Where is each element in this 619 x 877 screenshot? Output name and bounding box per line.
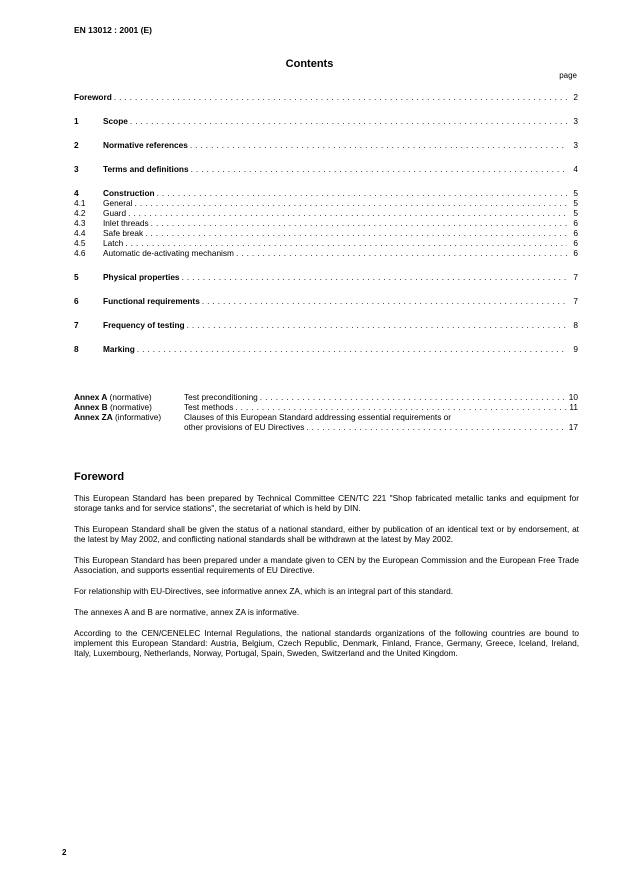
annex-type: (normative) — [107, 392, 152, 402]
annex-title: Test preconditioning — [184, 392, 258, 402]
dot-leader — [151, 218, 567, 228]
annex-designation — [74, 402, 184, 412]
toc-entry-number: 4.1 — [74, 198, 86, 208]
toc-entry-page: 7 — [573, 296, 578, 306]
document-id: EN 13012 : 2001 (E) — [74, 25, 152, 35]
dot-leader — [202, 296, 567, 306]
dot-leader — [235, 402, 567, 412]
toc-entry-page: 5 — [573, 208, 578, 218]
annex-entry[interactable] — [74, 422, 578, 432]
dot-leader — [182, 272, 567, 282]
dot-leader — [135, 198, 567, 208]
toc-entry-label: Construction — [103, 188, 155, 198]
toc-entry[interactable] — [74, 344, 578, 354]
toc-entry-page: 3 — [573, 116, 578, 126]
contents-title: Contents — [285, 58, 334, 70]
table-of-contents — [74, 92, 578, 354]
annex-page: 10 — [568, 392, 578, 402]
page-column-label: page — [559, 71, 577, 80]
toc-entry[interactable] — [74, 140, 578, 150]
dot-leader — [260, 392, 567, 402]
toc-entry-label: Guard — [103, 208, 127, 218]
toc-entry-number: 2 — [74, 140, 79, 150]
toc-entry-number: 4.2 — [74, 208, 86, 218]
dot-leader — [145, 228, 567, 238]
toc-entry-number: 5 — [74, 272, 79, 282]
annex-designation — [74, 392, 184, 402]
toc-entry-label: Foreword — [74, 92, 112, 102]
page-number: 2 — [62, 848, 67, 857]
annex-title: Test methods — [184, 402, 234, 412]
foreword-paragraph: This European Standard has been prepared under a mandate given to CEN by the European Commission and the European Free Trade Association, and supports essential requirements of EU Directive. — [74, 555, 579, 576]
toc-entry-page: 6 — [573, 248, 578, 258]
toc-entry[interactable] — [74, 238, 578, 248]
toc-entry[interactable] — [74, 296, 578, 306]
toc-entry[interactable] — [74, 188, 578, 198]
toc-entry[interactable] — [74, 198, 578, 208]
toc-entry[interactable] — [74, 116, 578, 126]
toc-entry-label: Normative references — [103, 140, 188, 150]
toc-entry-page: 5 — [573, 188, 578, 198]
toc-entry-number: 8 — [74, 344, 79, 354]
toc-entry[interactable] — [74, 272, 578, 282]
toc-entry-label: Physical properties — [103, 272, 180, 282]
toc-entry-label: Marking — [103, 344, 135, 354]
toc-entry-number: 7 — [74, 320, 79, 330]
foreword-paragraph: This European Standard has been prepared by Technical Committee CEN/TC 221 "Shop fabricated metallic tanks and equipment for storage tanks and for service stations", the secretariat of which is held by DIN. — [74, 493, 579, 514]
dot-leader — [125, 238, 567, 248]
toc-entry-label: Safe break — [103, 228, 144, 238]
dot-leader — [187, 320, 567, 330]
toc-entry[interactable] — [74, 320, 578, 330]
toc-entry-page: 9 — [573, 344, 578, 354]
dot-leader — [191, 164, 567, 174]
toc-entry[interactable] — [74, 248, 578, 258]
toc-entry[interactable] — [74, 164, 578, 174]
foreword-paragraph: The annexes A and B are normative, annex ZA is informative. — [74, 607, 300, 618]
toc-entry-label: Terms and definitions — [103, 164, 189, 174]
toc-entry-page: 7 — [573, 272, 578, 282]
toc-entry-label: Latch — [103, 238, 124, 248]
dot-leader — [128, 208, 567, 218]
dot-leader — [130, 116, 567, 126]
foreword-paragraph: This European Standard shall be given the status of a national standard, either by publication of an identical text or by endorsement, at the latest by May 2002, and conflicting national standards shall be withdrawn at the latest by May 2002. — [74, 524, 579, 545]
annex-entry[interactable] — [74, 402, 578, 412]
dot-leader — [306, 422, 566, 432]
annex-title: other provisions of EU Directives — [184, 422, 305, 432]
toc-entry-page: 6 — [573, 218, 578, 228]
dot-leader — [137, 344, 567, 354]
annex-page: 11 — [569, 402, 578, 412]
toc-entry-label: Scope — [103, 116, 128, 126]
toc-entry-number: 4.3 — [74, 218, 86, 228]
toc-entry-number: 4.4 — [74, 228, 86, 238]
dot-leader — [190, 140, 567, 150]
foreword-paragraph: According to the CEN/CENELEC Internal Regulations, the national standards organizations of the following countries are bound to implement this European Standard: Austria, Belgium, Czech Republic, Denmark, Finland, France, Germany, Greece, Iceland, Ireland, Italy, Luxembourg, Netherlands, Norway, Portugal, Spain, Sweden, Switzerland and the United Kingdom. — [74, 627, 579, 659]
toc-entry-label: Frequency of testing — [103, 320, 185, 330]
toc-entry-page: 3 — [573, 140, 578, 150]
toc-entry-page: 6 — [573, 228, 578, 238]
annex-entry[interactable] — [74, 412, 578, 422]
toc-entry[interactable] — [74, 92, 578, 102]
toc-entry-number: 1 — [74, 116, 79, 126]
annex-page: 17 — [568, 422, 578, 432]
dot-leader — [236, 248, 567, 258]
toc-entry-page: 2 — [573, 92, 578, 102]
annex-title: Clauses of this European Standard addressing essential requirements or — [184, 412, 452, 422]
toc-entry-page: 4 — [573, 164, 578, 174]
annex-type: (normative) — [107, 402, 152, 412]
toc-entry-number: 3 — [74, 164, 79, 174]
toc-entry-page: 5 — [573, 198, 578, 208]
toc-entry-label: Automatic de-activating mechanism — [103, 248, 234, 258]
foreword-paragraph: For relationship with EU-Directives, see informative annex ZA, which is an integral part of this standard. — [74, 586, 454, 597]
toc-entry-number: 4.6 — [74, 248, 86, 258]
toc-entry-page: 6 — [573, 238, 578, 248]
annex-entry[interactable] — [74, 392, 578, 402]
annex-name: Annex A — [74, 392, 108, 402]
toc-entry-page: 8 — [573, 320, 578, 330]
toc-entry[interactable] — [74, 218, 578, 228]
annex-name: Annex B — [74, 402, 108, 412]
toc-entry-label: Inlet threads — [103, 218, 149, 228]
toc-entry-number: 4 — [74, 188, 79, 198]
toc-entry-label: General — [103, 198, 133, 208]
annex-name: Annex ZA — [74, 412, 113, 422]
toc-entry-label: Functional requirements — [103, 296, 200, 306]
toc-entry-number: 4.5 — [74, 238, 86, 248]
dot-leader — [114, 92, 567, 102]
toc-entry[interactable] — [74, 208, 578, 218]
annex-type: (informative) — [112, 412, 162, 422]
toc-entry-number: 6 — [74, 296, 79, 306]
dot-leader — [157, 188, 567, 198]
toc-entry[interactable] — [74, 228, 578, 238]
annex-designation — [74, 412, 184, 422]
foreword-body — [74, 493, 579, 669]
foreword-title: Foreword — [74, 471, 125, 483]
annex-list — [74, 392, 578, 432]
